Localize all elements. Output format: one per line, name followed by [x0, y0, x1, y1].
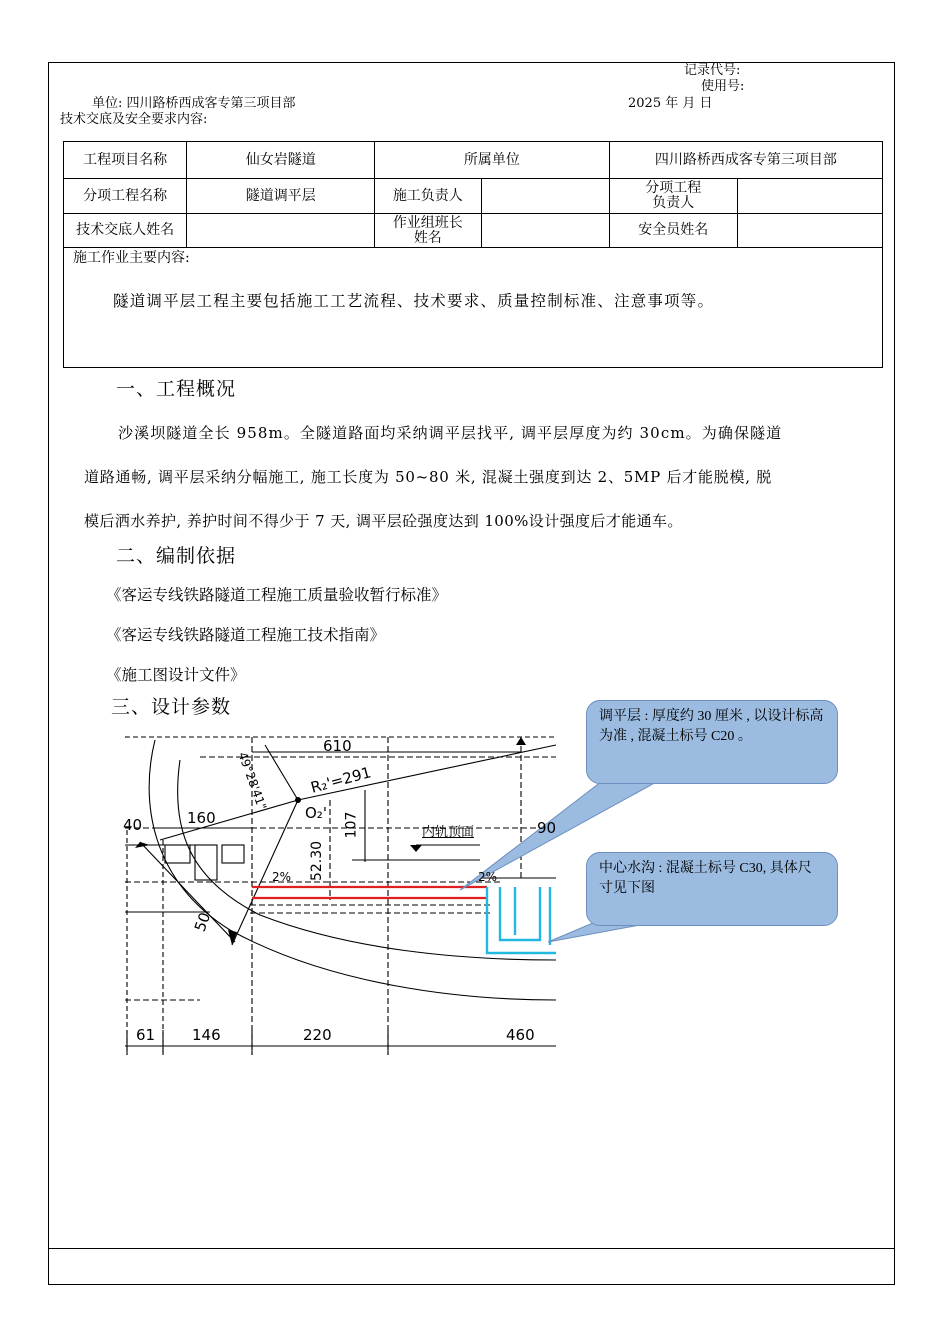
dim-107: 107	[343, 811, 360, 839]
dim-90: 90	[537, 819, 557, 837]
slope-left: 2%	[272, 870, 292, 884]
overview-line-2: 道路通畅, 调平层采纳分幅施工, 施工长度为 50~80 米, 混凝土强度到达 2、5MP 后才能脱模, 脱	[84, 468, 773, 486]
subproject-lead-label-line1: 分项工程	[645, 180, 702, 196]
tech-briefer-label: 技术交底人姓名	[64, 214, 187, 248]
basis-item-3: 《施工图设计文件》	[106, 666, 246, 684]
radius-label: R₂'=291	[308, 763, 374, 797]
team-leader-label-line2: 姓名	[413, 229, 442, 246]
dim-160: 160	[187, 809, 216, 827]
overview-title: 一、工程概况	[116, 378, 237, 400]
date-line: 2025 年 月 日	[628, 96, 713, 111]
slope-right: 2%	[478, 870, 498, 884]
subproject-lead-label-line2: 负责人	[652, 195, 695, 211]
project-name-value: 仙女岩隧道	[187, 142, 375, 179]
construction-lead-label: 施工负责人	[375, 179, 481, 214]
subproject-name-value: 隧道调平层	[187, 179, 375, 214]
overview-line-1: 沙溪坝隧道全长 958m。全隧道路面均采纳调平层找平, 调平层厚度为约 30cm。为确保隧道	[118, 424, 783, 442]
bottom-dim-220: 220	[303, 1026, 332, 1044]
usage-label: 使用号:	[701, 79, 745, 94]
overview-line-3: 模后洒水养护, 养护时间不得少于 7 天, 调平层砼强度达到 100%设计强度后才能通车。	[84, 512, 683, 530]
bottom-dim-460: 460	[506, 1026, 535, 1044]
bottom-dim-146: 146	[192, 1026, 221, 1044]
section-title: 技术交底及安全要求内容:	[60, 112, 208, 127]
basis-item-1: 《客运专线铁路隧道工程施工质量验收暂行标准》	[106, 586, 448, 604]
unit-label: 单位: 四川路桥西成客专第三项目部	[92, 96, 296, 111]
record-code-label: 记录代号:	[684, 63, 741, 78]
dim-5230: 52.30	[309, 840, 326, 882]
basis-item-2: 《客运专线铁路隧道工程施工技术指南》	[106, 626, 386, 644]
project-name-label: 工程项目名称	[64, 142, 187, 179]
safety-officer-label: 安全员姓名	[609, 214, 737, 248]
basis-title: 二、编制依据	[116, 545, 237, 567]
leveling-layer-lines	[252, 887, 487, 898]
rail-top-label: 内轨顶面	[422, 825, 475, 840]
owner-unit-label: 所属单位	[375, 142, 610, 179]
center-drain-callout: 中心水沟 : 混凝土标号 C30, 具体尺寸见下图	[586, 852, 838, 926]
team-leader-label-line1: 作业组班长	[392, 214, 463, 231]
owner-unit-value: 四川路桥西成客专第三项目部	[609, 142, 882, 179]
design-title: 三、设计参数	[111, 696, 232, 718]
center-drain-outline	[487, 887, 556, 953]
center-label: O₂'	[305, 804, 327, 822]
main-content-label: 施工作业主要内容:	[73, 250, 190, 266]
dim-610: 610	[323, 737, 352, 755]
footer-rule	[48, 1248, 895, 1249]
bottom-dim-61: 61	[136, 1026, 156, 1044]
dim-50: 50	[190, 909, 215, 935]
angle-label: 49°28'41"	[235, 750, 270, 812]
dim-40: 40	[123, 816, 143, 834]
main-content-text: 隧道调平层工程主要包括施工工艺流程、技术要求、质量控制标准、注意事项等。	[113, 292, 715, 310]
subproject-name-label: 分项工程名称	[64, 179, 187, 214]
leveling-layer-callout: 调平层 : 厚度约 30 厘米 , 以设计标高为准 , 混凝土标号 C20 。	[586, 700, 838, 784]
